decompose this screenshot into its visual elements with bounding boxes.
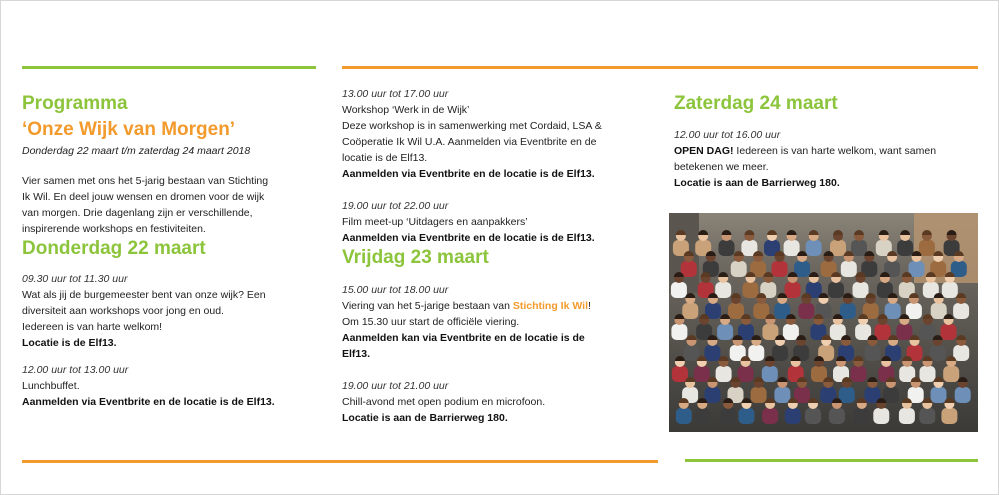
bottom-rule-orange <box>22 460 658 463</box>
event-line: diversiteit aan workshops voor jong en oud. <box>22 305 224 317</box>
day-heading-thursday: Donderdag 22 maart <box>22 238 206 259</box>
event-text: ! <box>588 300 591 312</box>
intro-text <box>22 173 322 237</box>
event-time: 09.30 uur tot 11.30 uur <box>22 273 128 285</box>
event-line: locatie is de Elf13. <box>342 152 428 164</box>
event-line: Deze workshop is in samenwerking met Cordaid, LSA & <box>342 120 602 132</box>
event-line: Wat als jij de burgemeester bent van onze wijk? Een <box>22 289 266 301</box>
event-text: Viering van het 5-jarige bestaan van <box>342 300 513 312</box>
event-block <box>342 199 652 246</box>
event-location: Elf13. <box>342 348 371 360</box>
program-name: ‘Onze Wijk van Morgen’ <box>22 119 236 140</box>
event-location: Aanmelden via Eventbrite en de locatie is de Elf13. <box>22 396 275 408</box>
top-rule-orange <box>342 66 978 69</box>
top-rule-green <box>22 66 316 69</box>
event-block <box>342 283 652 362</box>
event-time: 13.00 uur tot 17.00 uur <box>342 88 449 100</box>
open-day-label: OPEN DAG! <box>674 145 734 157</box>
event-line: Om 15.30 uur start de officiële viering. <box>342 316 520 328</box>
column-2 <box>342 87 652 426</box>
event-line: Lunchbuffet. <box>22 380 80 392</box>
event-time: 19.00 uur tot 21.00 uur <box>342 380 449 392</box>
event-line: Workshop ‘Werk in de Wijk’ <box>342 104 470 116</box>
highlight-stichting: Stichting Ik Wil <box>512 300 588 312</box>
program-dates: Donderdag 22 maart t/m zaterdag 24 maart 2018 <box>22 145 251 157</box>
day-heading-friday: Vrijdag 23 maart <box>342 247 489 268</box>
event-block <box>342 87 652 182</box>
event-location: Locatie is aan de Barrierweg 180. <box>342 412 508 424</box>
event-line: Film meet-up ‘Uitdagers en aanpakkers’ <box>342 216 528 228</box>
program-title: Programma <box>22 93 128 114</box>
event-line: Iedereen is van harte welkom! <box>22 321 163 333</box>
event-time: 19.00 uur tot 22.00 uur <box>342 200 449 212</box>
event-block <box>22 272 322 351</box>
event-time: 15.00 uur tot 18.00 uur <box>342 284 449 296</box>
day-heading-saturday: Zaterdag 24 maart <box>674 93 838 114</box>
event-text: Iedereen is van harte welkom, want samen <box>733 145 937 157</box>
event-block <box>674 128 984 191</box>
event-block <box>22 363 322 410</box>
intro-line: inspirerende workshops en festiviteiten. <box>22 223 206 235</box>
intro-line: Ik Wil. En deel jouw wensen en dromen voor de wijk <box>22 191 265 203</box>
event-line: betekenen we meer. <box>674 161 769 173</box>
event-location: Locatie is aan de Barrierweg 180. <box>674 177 840 189</box>
group-photo <box>669 213 978 432</box>
event-location: Locatie is de Elf13. <box>22 337 117 349</box>
event-line <box>674 143 984 159</box>
event-location: Aanmelden via Eventbrite en de locatie is de Elf13. <box>342 168 595 180</box>
event-location: Aanmelden via Eventbrite en de locatie is de Elf13. <box>342 232 595 244</box>
intro-line: van morgen. Drie dagenlang zijn er verschillende, <box>22 207 253 219</box>
event-line <box>342 298 652 314</box>
column-3 <box>674 93 984 191</box>
intro-line: Vier samen met ons het 5-jarig bestaan van Stichting <box>22 175 269 187</box>
event-block <box>342 379 652 426</box>
event-line: Coöperatie Ik Wil U.A. Aanmelden via Eventbrite en de <box>342 136 597 148</box>
event-time: 12.00 uur tot 13.00 uur <box>22 364 129 376</box>
bottom-rule-green <box>685 459 978 462</box>
group-photo-illustration <box>669 213 978 432</box>
column-1 <box>22 93 322 410</box>
event-line: Chill-avond met open podium en microfoon. <box>342 396 546 408</box>
event-time: 12.00 uur tot 16.00 uur <box>674 129 781 141</box>
event-location: Aanmelden kan via Eventbrite en de locatie is de <box>342 332 585 344</box>
